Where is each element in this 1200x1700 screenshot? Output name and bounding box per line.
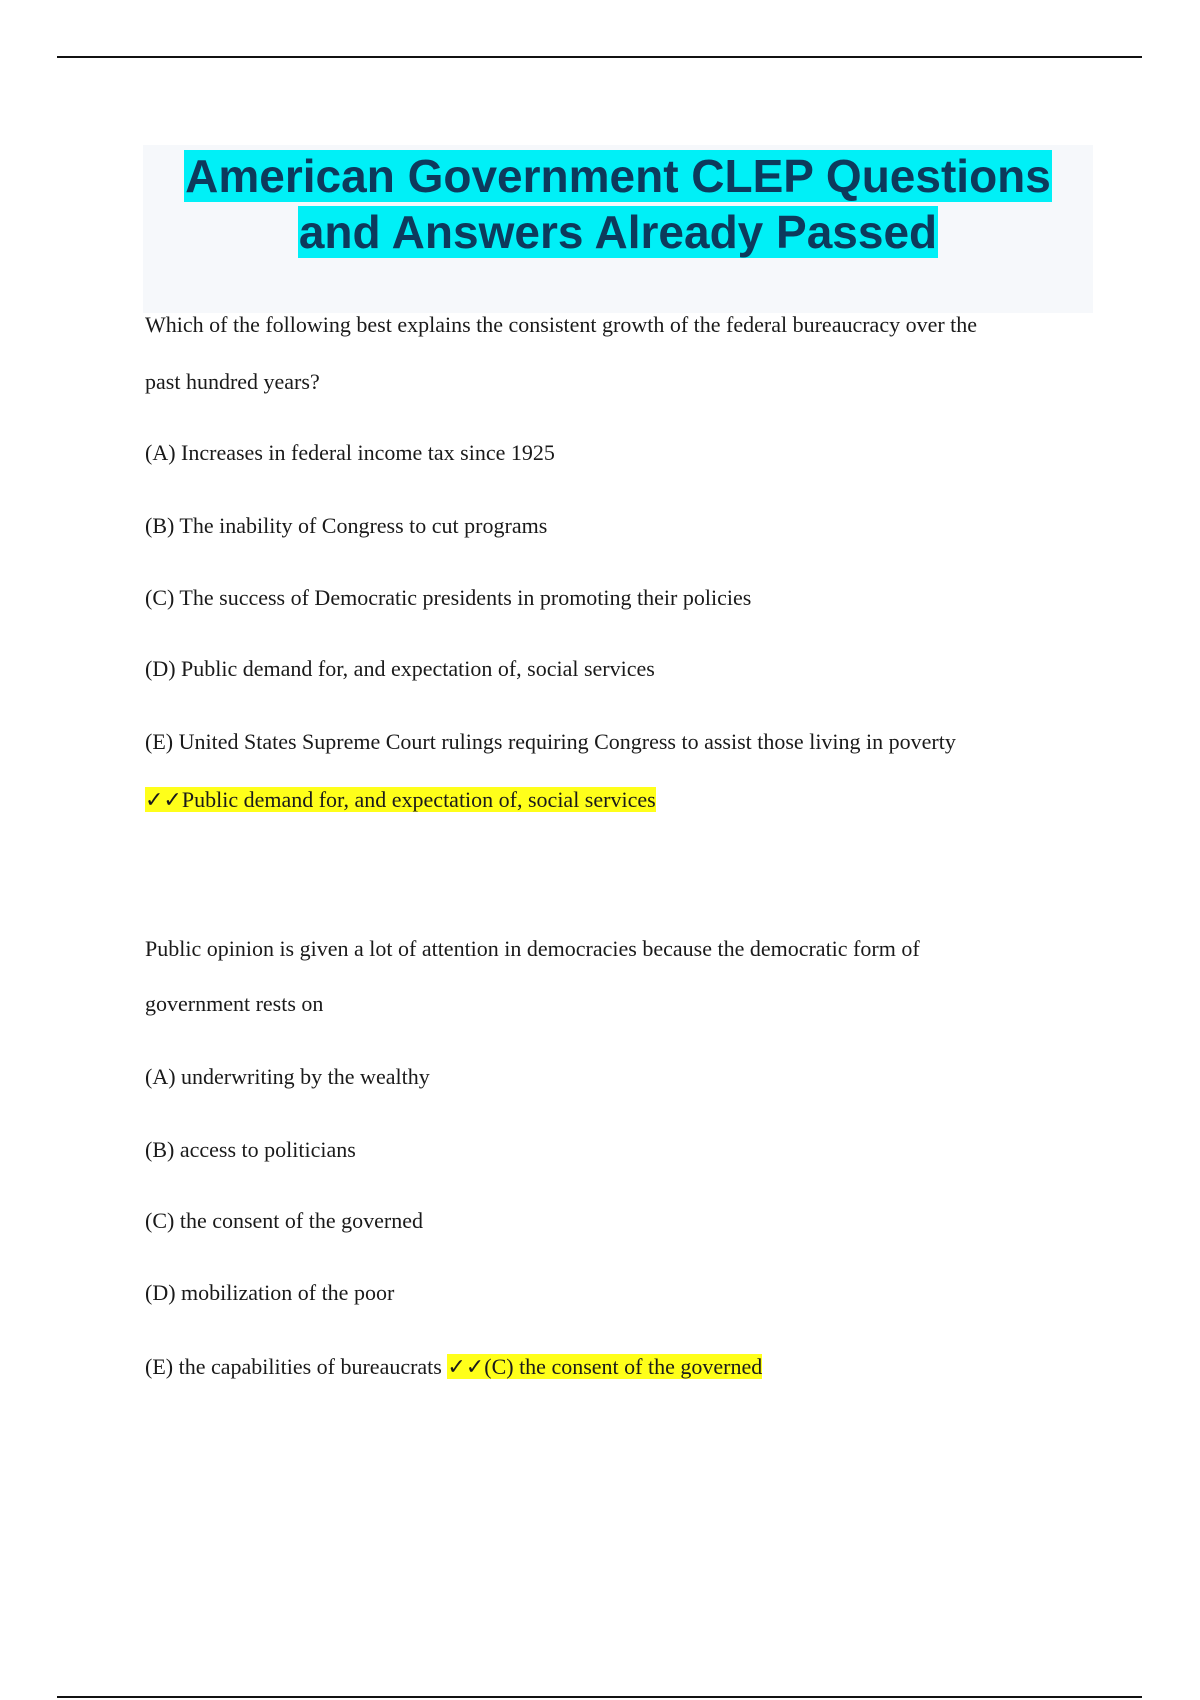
answer-highlight: ✓✓Public demand for, and expectation of, social services (145, 787, 656, 812)
question-1-prompt-line-1: Which of the following best explains the consistent growth of the federal bureaucracy over the (145, 312, 978, 337)
title-line-2: and Answers Already Passed (298, 206, 938, 258)
question-1-option-d: (D) Public demand for, and expectation of, social services (145, 656, 655, 681)
question-2-option-d: (D) mobilization of the poor (145, 1280, 395, 1305)
question-1-option-c: (C) The success of Democratic presidents in promoting their policies (145, 585, 752, 610)
question-2-option-e: (E) the capabilities of bureaucrats (145, 1354, 442, 1379)
top-rule (57, 56, 1142, 58)
question-1-option-a: (A) Increases in federal income tax since 1925 (145, 440, 555, 465)
question-2-option-b: (B) access to politicians (145, 1137, 356, 1162)
question-1-option-e: (E) United States Supreme Court rulings requiring Congress to assist those living in poverty (145, 729, 956, 754)
title-line-1: American Government CLEP Questions (185, 150, 1051, 202)
answer-highlight: ✓✓(C) the consent of the governed (447, 1354, 763, 1379)
bottom-rule (57, 1696, 1142, 1698)
question-2-option-a: (A) underwriting by the wealthy (145, 1064, 430, 1089)
question-2-option-e-with-answer (145, 1353, 762, 1381)
question-1-prompt-line-2: past hundred years? (145, 369, 320, 394)
title-block (143, 145, 1093, 313)
question-1-option-b: (B) The inability of Congress to cut programs (145, 513, 548, 538)
question-2-option-c: (C) the consent of the governed (145, 1208, 423, 1233)
question-2-prompt-line-1: Public opinion is given a lot of attention in democracies because the democratic form of (145, 936, 920, 961)
question-1-answer (145, 786, 656, 814)
question-2-prompt-line-2: government rests on (145, 991, 324, 1016)
